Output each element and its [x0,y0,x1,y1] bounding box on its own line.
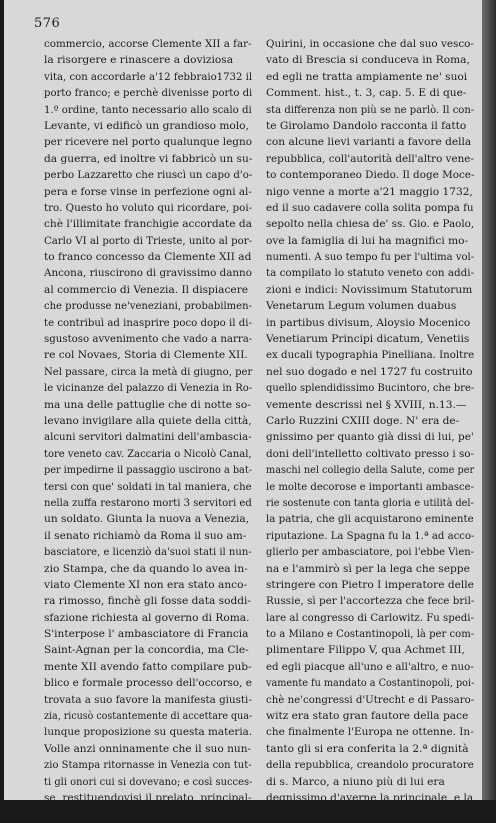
text-line: te contribuì ad inasprire poco dopo il di- [44,316,252,329]
text-line: ed egli ne tratta ampiamente ne' suoi [266,70,468,83]
text-line: ta compilato lo statuto veneto con addi- [266,267,475,280]
text-line: tanto gli si era conferita la 2.ª dignità [266,742,469,755]
text-line: al commercio di Venezia. Il dispiacere [44,283,249,296]
text-line: Comment. hist., t. 3, cap. 5. E di que- [266,87,467,100]
text-line: se, restituendovisi il prelato, principal- [44,791,252,804]
text-line: porto franco; e perchè divenisse porto di [44,87,253,100]
text-line: Ancona, riuscirono di gravissimo danno [44,267,252,280]
text-line: zio Stampa ritornasse in Venezia con tut- [44,759,252,772]
text-line: per impedirne il passaggio uscirono a bat- [44,464,252,477]
text-line: S'interpose l' ambasciatore di Francia [44,628,249,641]
text-line: to franco concesso da Clemente XII ad [44,251,252,264]
text-line: chè ne'congressi d'Utrecht e di Passaro- [266,693,475,706]
text-line: glierlo per ambasciatore, poi l'ebbe Vien- [266,546,474,559]
text-line: di s. Marco, a niuno più di lui era [266,775,445,788]
text-line: ma una delle pattuglie che di notte so- [44,398,251,411]
right-text-column [266,36,474,823]
page-number: 576 [34,16,61,31]
text-line: lare al congresso di Carlowitz. Fu spedi- [266,611,474,624]
text-line: 1.º ordine, tanto necessario allo scalo di [44,103,252,116]
text-line: chè l'illimitate franchigie accordate da [44,218,252,231]
text-line: alcuni servitori dalmatini dell'ambascia- [44,431,252,444]
text-line: il senato richiamò da Roma il suo am- [44,529,247,542]
text-line: trovata a suo favore la manifesta giusti- [44,693,252,706]
text-line: perbo Lazzaretto che riuscì un capo d'o- [44,169,253,182]
text-line: con alcune lievi varianti a favore della [266,136,472,149]
text-line: zio Stampa, che da quando lo avea in- [44,562,248,575]
text-line: nel suo dogado e nel 1727 fu costruito [266,365,473,378]
text-line: ex ducali typographia Pinelliana. Inoltre [266,349,475,362]
text-line: tore veneto cav. Zaccaria o Nicolò Canal, [44,447,252,460]
text-line: tro. Questo ho voluto qui ricordare, poi- [44,201,253,214]
text-line: sfazione richiesta al governo di Roma. [44,611,250,624]
book-page [4,0,482,821]
text-line: che produsse ne'veneziani, probabilmen- [44,300,252,313]
text-line: le molte decorose e importanti ambasce- [266,480,474,493]
text-line: in partibus divisum, Aloysio Mocenico [266,316,471,329]
text-line: un soldato. Giunta la nuova a Venezia, [44,513,250,526]
text-line: conseguì a'2 giugno 1732 in età d'80 an- [266,808,475,821]
text-line: Venetarum Legum volumen duabus [266,300,457,313]
text-line: vamente fu mandato a Costantinopoli, poi- [266,677,475,690]
text-line: le vicinanze del palazzo di Venezia in Ro- [44,382,253,395]
text-line: to a Milano e Costantinopoli, là per com- [266,628,475,641]
text-line: plimentare Filippo V, qua Achmet III, [266,644,465,657]
text-line: per ricevere nel porto qualunque legno [44,136,253,149]
text-line: zioni e indici: Novissimum Statutorum [266,283,473,296]
text-line: basciatore, e licenziò da'suoi stati il nun- [44,546,252,559]
text-line: Saint-Agnan per la concordia, ma Cle- [44,644,249,657]
text-line: pera e forse vinse in perfezione ogni al- [44,185,252,198]
text-line: ti gli onori cui si dovevano; e così succes- [44,775,253,788]
text-line: Nel passare, circa la metà di giugno, per [44,365,253,378]
text-line: vemente descrissi nel § XVIII, n.13.— [266,398,467,411]
text-line: mente per opera del suddetto cardinal [44,808,251,821]
text-line: rie sostenute con tanta gloria e utilità del- [266,496,474,509]
text-line: da guerra, ed inoltre vi fabbricò un su- [44,152,253,165]
left-text-column [44,36,252,823]
text-line: commercio, accorse Clemente XII a far- [44,38,252,50]
text-line: ed il suo cadavere colla solita pompa fu [266,201,474,214]
text-line: viato Clemente XI non era stato anco- [44,578,248,591]
text-line: Carlo Ruzzini CXIII doge. N' era de- [266,414,460,427]
text-line: nella zuffa restarono morti 3 servitori ed [44,496,252,509]
text-line: tersi con que' soldati in tal maniera, che [44,480,252,493]
text-line: stringere con Pietro I imperatore delle [266,578,474,591]
text-line: sepolto nella chiesa de' ss. Gio. e Paolo, [266,218,475,231]
text-line: maschi nel collegio della Salute, come per [266,464,475,477]
text-line: nigo venne a morte a'21 maggio 1732, [266,185,473,198]
text-line: te Girolamo Dandolo racconta il fatto [266,119,467,132]
text-line: Venetiarum Principi dicatum, Venetiis [266,333,470,346]
text-line: gnissimo per quanto già dissi di lui, pe' [266,431,474,444]
text-line: vato di Brescia si conduceva in Roma, [266,54,470,67]
text-line: ove la famiglia di lui ha magnifici mo- [266,234,469,247]
text-line: Russie, sì per l'accortezza che fece bril- [266,595,475,608]
text-line: quello splendidissimo Bucintoro, che bre- [266,382,475,395]
text-line: witz era stato gran fautore della pace [266,710,469,723]
text-line: levano invigilare alla quiete della città, [44,414,252,427]
text-line: lunque proposizione su questa materia. [44,726,253,739]
text-line: zia, ricusò costantemente di accettare qua- [44,710,253,723]
text-line: Volle anzi onninamente che il suo nun- [44,742,252,755]
text-line: che finalmente l'Europa ne ottenne. In- [266,726,474,739]
text-line: repubblica, coll'autorità dell'altro vene- [266,152,474,165]
book-spine [482,0,496,800]
text-line: la risorgere e rinascere a doviziosa [44,54,234,67]
text-line: ra rimosso, finchè gli fosse data soddi- [44,595,252,608]
text-line: riputazione. La Spagna fu la 1.ª ad acco- [266,529,475,542]
text-line: ed egli piacque all'uno e all'altro, e nuo- [266,660,474,673]
text-line: Quirini, in occasione che dal suo vesco- [266,38,474,50]
text-line: la patria, che gli acquistarono eminente [266,513,474,526]
text-line: Carlo VI al porto di Trieste, unito al por- [44,234,253,247]
text-line: na e l'ammirò sì per la lega che seppe [266,562,470,575]
text-line: degnissimo d'averne la principale, e la [266,791,474,804]
text-line: della repubblica, creandolo procuratore [266,759,474,772]
text-line: blico e formale processo dell'occorso, e [44,677,252,690]
text-line: numenti. A suo tempo fu per l'ultima vol- [266,251,475,264]
text-line: to contemporaneo Diedo. Il doge Moce- [266,169,475,182]
text-line: mente XII avendo fatto compilare pub- [44,660,252,673]
text-line: doni dell'intelletto coltivato presso i so- [266,447,475,460]
text-line: Levante, vi edificò un grandioso molo, [44,119,249,132]
text-line: re col Novaes, Storia di Clemente XII. [44,349,248,362]
text-line: vita, con accordarle a'12 febbraio1732 il [44,70,253,83]
text-line: sta differenza non più se ne parlò. Il con- [266,103,475,116]
text-line: sgustoso avvenimento che vado a narra- [44,333,253,346]
